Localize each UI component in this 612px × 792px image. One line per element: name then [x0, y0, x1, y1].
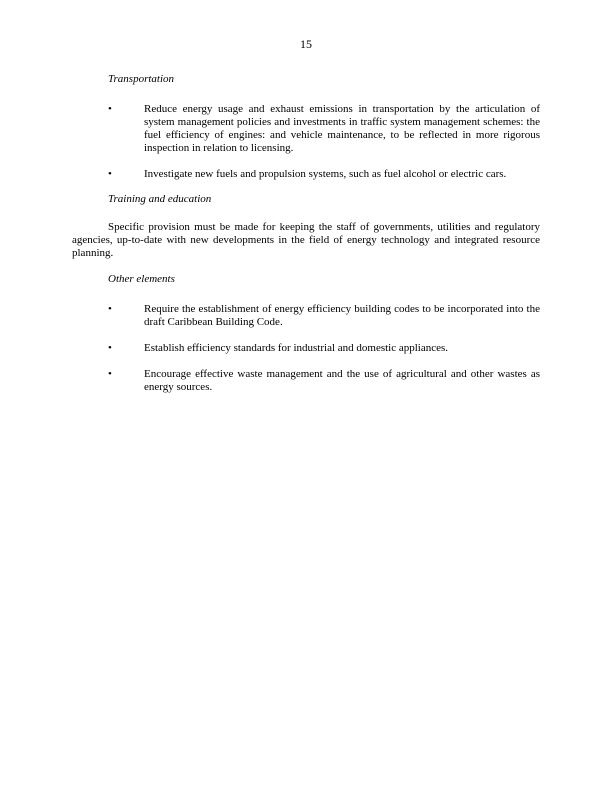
bullet-item	[72, 303, 540, 329]
bullet-icon: •	[108, 168, 112, 180]
bullet-text: Reduce energy usage and exhaust emissions in transportation by the articulation of system management policies and investments in traffic system management schemes: the fuel efficiency of engines: and vehicle maintenance, to be reflected in more rigorous inspection in relation to licensing.	[144, 103, 540, 154]
page-number: 15	[300, 37, 312, 51]
document-body	[72, 73, 540, 407]
section-training	[72, 193, 540, 260]
bullet-text: Encourage effective waste management and the use of agricultural and other wastes as energy sources.	[144, 368, 540, 393]
section-transportation	[72, 73, 540, 181]
bullet-icon: •	[108, 342, 112, 354]
bullet-item	[72, 368, 540, 394]
bullet-item	[72, 342, 540, 355]
section-other-elements	[72, 273, 540, 394]
bullet-icon: •	[108, 303, 112, 315]
section-heading-transportation: Transportation	[108, 73, 175, 85]
bullet-text: Require the establishment of energy efficiency building codes to be incorporated into the draft Caribbean Building Code.	[144, 303, 540, 328]
bullet-text: Investigate new fuels and propulsion systems, such as fuel alcohol or electric cars.	[144, 168, 507, 180]
bullet-text: Establish efficiency standards for industrial and domestic appliances.	[144, 342, 449, 354]
bullet-item	[72, 168, 540, 181]
bullet-list-other	[72, 303, 540, 394]
bullet-icon: •	[108, 103, 112, 115]
section-heading-other: Other elements	[108, 273, 175, 285]
bullet-list-transportation	[72, 103, 540, 181]
bullet-icon: •	[108, 368, 112, 380]
section-heading-training: Training and education	[108, 193, 212, 205]
body-paragraph: Specific provision must be made for keeping the staff of governments, utilities and regulatory agencies, up-to-date with new developments in the field of energy technology and integrated resource planning.	[72, 221, 540, 259]
bullet-item	[72, 103, 540, 155]
